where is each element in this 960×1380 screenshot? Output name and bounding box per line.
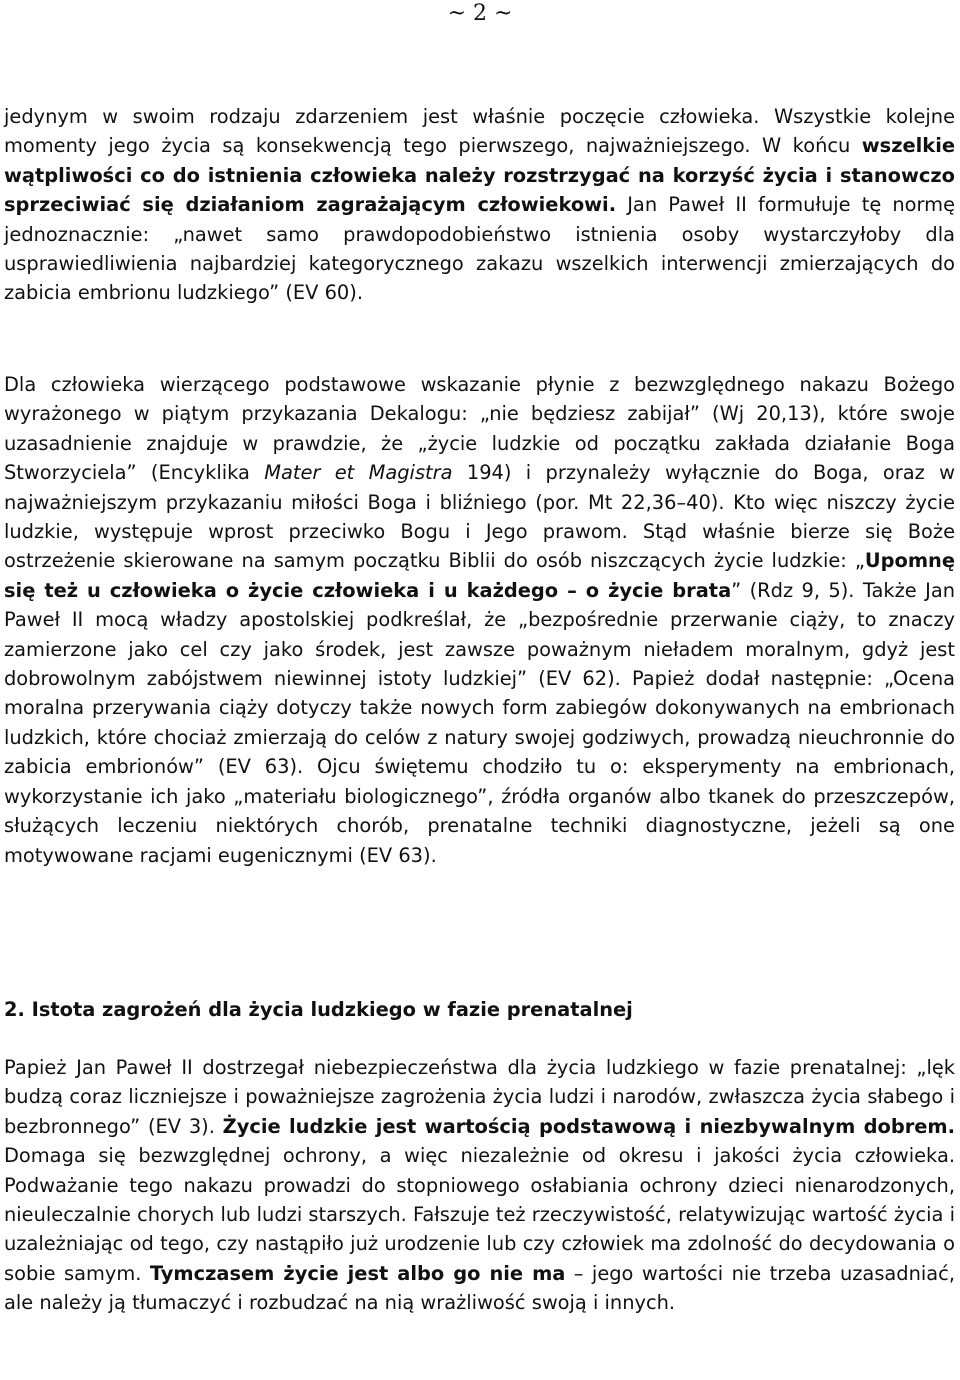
paragraph-1-bold: wszelkie wątpliwości co do istnienia człowieka należy rozstrzygać na korzyść życia i stanowczo sprzeciwiać się działaniom zagrażającym człowiekowi.	[4, 134, 955, 217]
paragraph-2-text-mid: 194) i przynależy wyłącznie do Boga, oraz w najważniejszym przykazaniu miłości Boga i bliźniego (por. Mt 22,36–40). Kto więc niszczy życie ludzkie, występuje wprost przeciwko Bogu i Jego prawom. Stąd właśnie bierze się Boże ostrzeżenie skierowane na samym początku Biblii do osób niszczących życie ludzkie: „	[4, 461, 955, 573]
bible-quote-bold: Upomnę się też u człowieka o życie człowieka i u każdego – o życie brata	[4, 549, 955, 602]
paragraph-3-text-mid: Domaga się bezwzględnej ochrony, a więc niezależnie od okresu i jakości życia człowieka. Podważanie tego nakazu prowadzi do stopniowego osłabiania ochrony dzieci nienarodzonych, nieuleczalnie chorych lub ludzi starszych. Fałszuje też rzeczywistość, relatywizując wartość życia i uzależniając od tego, czy nastąpiło już urodzenie lub czy człowiek ma zdolność do decydowania o sobie samym.	[4, 1144, 955, 1285]
paragraph-3-bold-2: Tymczasem życie jest albo go nie ma	[149, 1261, 566, 1285]
paragraph-3	[4, 1053, 955, 1318]
paragraph-1	[4, 102, 955, 308]
encyclical-title: Mater et Magistra	[264, 461, 453, 485]
paragraph-2	[4, 370, 955, 870]
paragraph-3-bold: Życie ludzkie jest wartością podstawową i niezbywalnym dobrem.	[222, 1114, 956, 1138]
paragraph-3-text: Papież Jan Paweł II dostrzegał niebezpieczeństwa dla życia ludzkiego w fazie prenatalnej: „lęk budzą coraz liczniejsze i poważniejsze zagrożenia życia ludzi i narodów, zwłaszcza życia słabego i bezbronnego” (EV 3).	[4, 1056, 955, 1138]
paragraph-1-text: jedynym w swoim rodzaju zdarzeniem jest właśnie poczęcie człowieka. Wszystkie kolejne momenty jego życia są konsekwencją tego pierwszego, najważniejszego. W końcu	[4, 105, 955, 158]
paragraph-2-text-end: ” (Rdz 9, 5). Także Jan Paweł II mocą władzy apostolskiej podkreślał, że „bezpośrednie przerwanie ciąży, to znaczy zamierzone jako cel czy jako środek, jest zawsze poważnym nieładem moralnym, gdyż jest dobrowolnym zabójstwem niewinnej istoty ludzkiej” (EV 62). Papież dodał następnie: „Ocena moralna przerywania ciąży dotyczy także nowych form zabiegów dokonywanych na embrionach ludzkich, które chociaż zmierzają do celów z natury swojej godziwych, prowadzą nieuchronnie do zabicia embrionów” (EV 63). Ojcu świętemu chodziło tu o: eksperymenty na embrionach, wykorzystanie ich jako „materiału biologicznego”, źródła organów albo tkanek do przeszczepów, służących leczeniu niektórych chorób, prenatalne techniki diagnostyczne, jeżeli są one motywowane racjami eugenicznymi (EV 63).	[4, 578, 955, 867]
paragraph-2-text: Dla człowieka wierzącego podstawowe wskazanie płynie z bezwzględnego nakazu Bożego wyrażonego w piątym przykazania Dekalogu: „nie będziesz zabijał” (Wj 20,13), które swoje uzasadnienie znajduje w prawdzie, że „życie ludzkie od początku zakłada działanie Boga Stworzyciela” (Encyklika	[4, 373, 955, 485]
paragraph-1-text-end: Jan Paweł II formułuje tę normę jednoznacznie: „nawet samo prawdopodobieństwo istnienia osoby wystarczyłoby dla usprawiedliwienia najbardziej kategorycznego zakazu wszelkich interwencji zmierzających do zabicia embrionu ludzkiego” (EV 60).	[4, 193, 955, 305]
section-heading: 2. Istota zagrożeń dla życia ludzkiego w fazie prenatalnej	[4, 998, 633, 1021]
page-number: ~ 2 ~	[447, 1, 513, 26]
paragraph-3-text-end: – jego wartości nie trzeba uzasadniać, ale należy ją tłumaczyć i rozbudzać na nią wrażliwość swoją i innych.	[4, 1261, 955, 1315]
